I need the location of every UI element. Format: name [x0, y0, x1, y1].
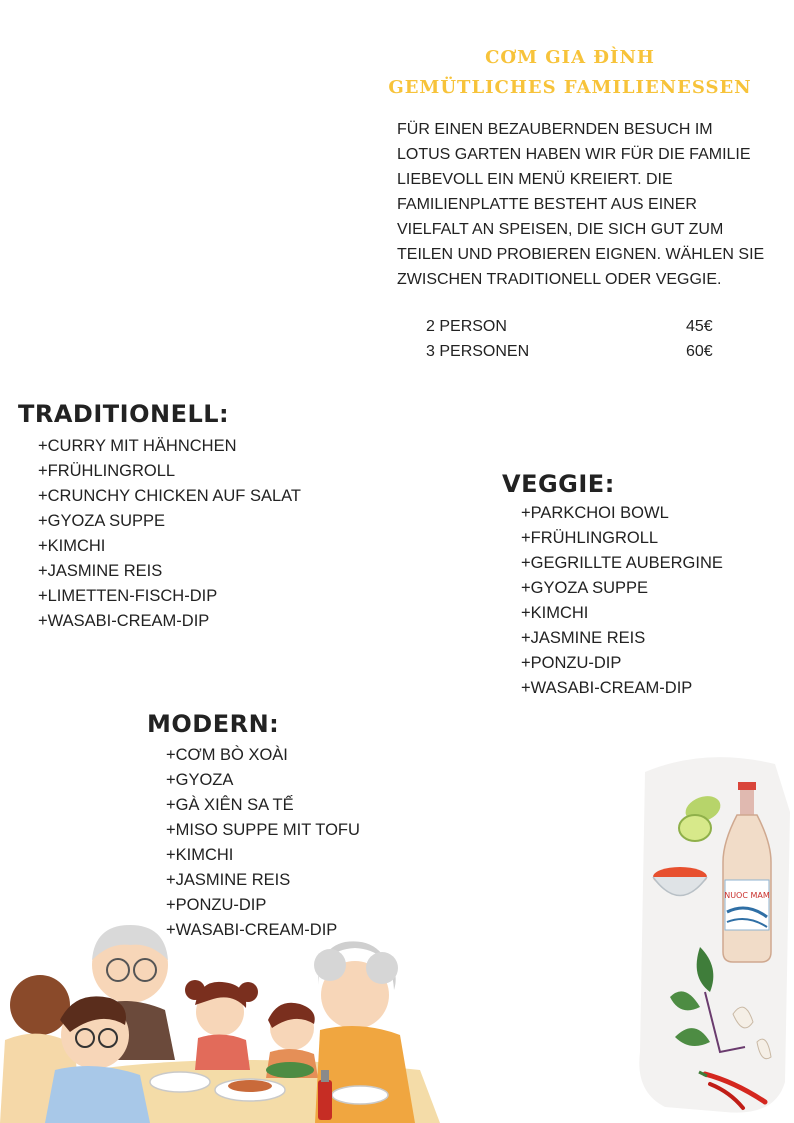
list-item: +WASABI-CREAM-DIP	[166, 921, 338, 939]
heading-veggie: VEGGIE:	[502, 470, 615, 498]
list-item: +GEGRILLTE AUBERGINE	[521, 554, 723, 572]
list-item: +LIMETTEN-FISCH-DIP	[38, 587, 218, 605]
list-item: +CƠM BÒ XOÀI	[166, 746, 288, 764]
intro-text: FÜR EINEN BEZAUBERNDEN BESUCH IM LOTUS GARTEN HABEN WIR FÜR DIE FAMILIE LIEBEVOLL EIN MENÜ KREIERT. DIE FAMILIENPLATTE BESTEHT AUS EINER VIELFALT AN SPEISEN, DIE SICH GUT ZUM TEILEN UND PROBIEREN EIGNEN. WÄHLEN SIE ZWISCHEN TRADITIONELL ODER VEGGIE.	[397, 121, 765, 288]
list-item: +PONZU-DIP	[166, 896, 267, 914]
heading-modern: MODERN:	[147, 710, 280, 738]
menu-list-modern	[166, 743, 360, 943]
family-dinner-illustration	[0, 920, 440, 1123]
list-item: +GYOZA SUPPE	[38, 512, 166, 530]
price-row-3-personen	[426, 343, 726, 361]
heading-traditionell: TRADITIONELL:	[18, 400, 230, 428]
list-item: +KIMCHI	[521, 604, 589, 622]
list-item: +WASABI-CREAM-DIP	[38, 612, 210, 630]
price-label: 2 PERSON	[426, 318, 507, 335]
title-german: GEMÜTLICHES FAMILIENESSEN	[388, 77, 752, 98]
list-item: +GYOZA	[166, 771, 234, 789]
list-item: +KIMCHI	[166, 846, 234, 864]
fish-sauce-ingredients-illustration	[625, 752, 794, 1123]
price-row-2-person	[426, 318, 726, 336]
title-vietnamese: CƠM GIA ĐÌNH	[485, 47, 655, 68]
price-amount: 60€	[686, 343, 713, 360]
list-item: +CRUNCHY CHICKEN AUF SALAT	[38, 487, 301, 505]
list-item: +PARKCHOI BOWL	[521, 504, 669, 522]
list-item: +GÀ XIÊN SA TẾ	[166, 796, 294, 814]
list-item: +JASMINE REIS	[166, 871, 291, 889]
list-item: +JASMINE REIS	[521, 629, 646, 647]
list-item: +KIMCHI	[38, 537, 106, 555]
list-item: +WASABI-CREAM-DIP	[521, 679, 693, 697]
list-item: +PONZU-DIP	[521, 654, 622, 672]
list-item: +MISO SUPPE MIT TOFU	[166, 821, 360, 839]
list-item: +JASMINE REIS	[38, 562, 163, 580]
list-item: +FRÜHLINGROLL	[521, 529, 659, 547]
price-amount: 45€	[686, 318, 713, 335]
list-item: +FRÜHLINGROLL	[38, 462, 176, 480]
menu-list-veggie	[521, 501, 723, 701]
list-item: +GYOZA SUPPE	[521, 579, 649, 597]
bottle-label: NUOC MAM	[724, 891, 770, 900]
list-item: +CURRY MIT HÄHNCHEN	[38, 437, 237, 455]
price-label: 3 PERSONEN	[426, 343, 530, 360]
menu-list-traditionell	[38, 434, 301, 634]
